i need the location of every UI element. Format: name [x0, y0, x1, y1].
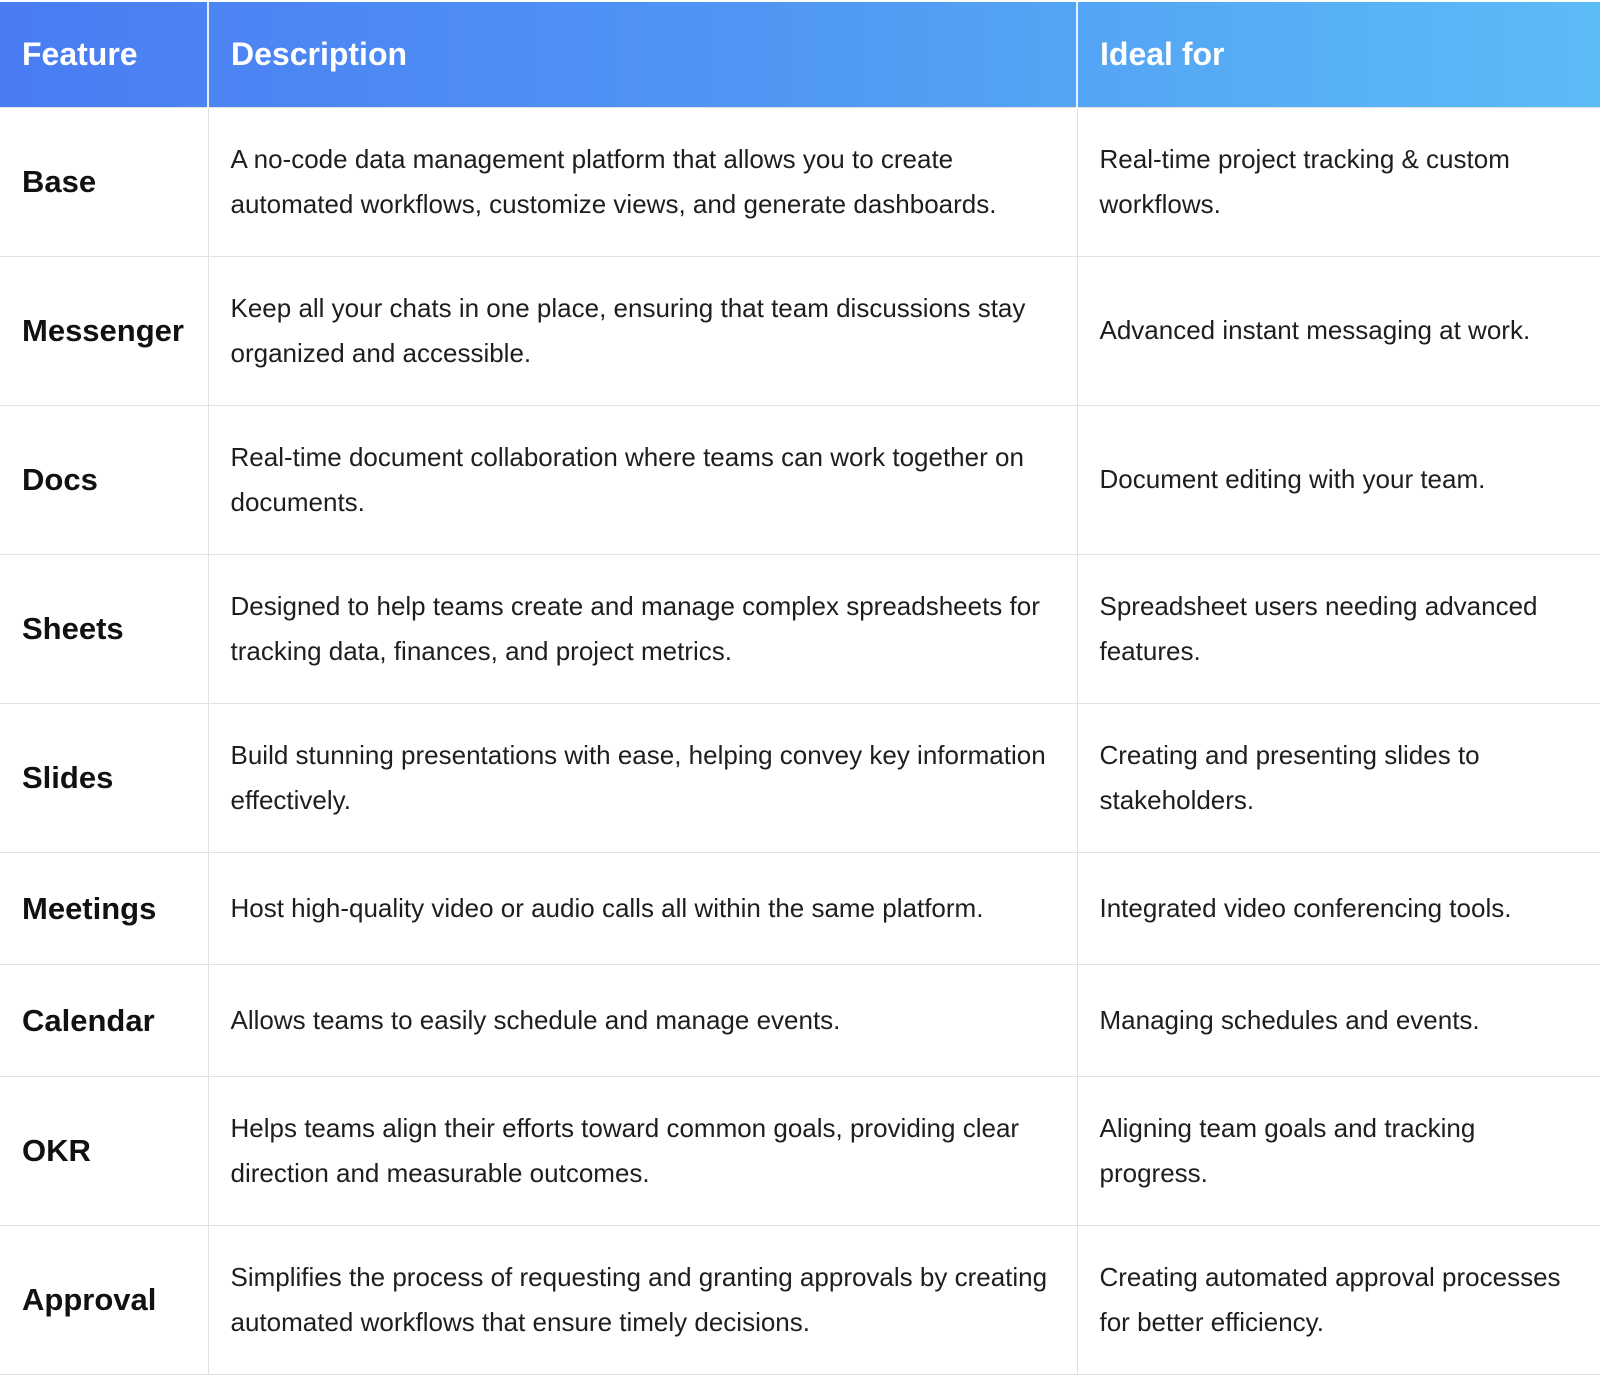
- table-row: [0, 107, 1600, 256]
- description-cell: Allows teams to easily schedule and manage events.: [208, 964, 1077, 1076]
- ideal-for-cell: Document editing with your team.: [1077, 405, 1600, 554]
- description-cell: Real-time document collaboration where teams can work together on documents.: [208, 405, 1077, 554]
- feature-cell: OKR: [0, 1076, 208, 1225]
- table-header: [0, 2, 1600, 107]
- feature-cell: Messenger: [0, 256, 208, 405]
- table-body: [0, 107, 1600, 1374]
- feature-cell: Calendar: [0, 964, 208, 1076]
- description-cell: Helps teams align their efforts toward common goals, providing clear direction and measurable outcomes.: [208, 1076, 1077, 1225]
- table-row: [0, 1076, 1600, 1225]
- table-row: [0, 405, 1600, 554]
- table-row: [0, 703, 1600, 852]
- ideal-for-cell: Managing schedules and events.: [1077, 964, 1600, 1076]
- ideal-for-cell: Creating and presenting slides to stakeholders.: [1077, 703, 1600, 852]
- description-cell: Host high-quality video or audio calls all within the same platform.: [208, 852, 1077, 964]
- description-cell: A no-code data management platform that allows you to create automated workflows, customize views, and generate dashboards.: [208, 107, 1077, 256]
- feature-cell: Base: [0, 107, 208, 256]
- feature-cell: Slides: [0, 703, 208, 852]
- ideal-for-cell: Integrated video conferencing tools.: [1077, 852, 1600, 964]
- description-cell: Simplifies the process of requesting and granting approvals by creating automated workflows that ensure timely decisions.: [208, 1225, 1077, 1374]
- header-feature: Feature: [0, 2, 208, 107]
- ideal-for-cell: Creating automated approval processes for better efficiency.: [1077, 1225, 1600, 1374]
- description-cell: Build stunning presentations with ease, helping convey key information effectively.: [208, 703, 1077, 852]
- feature-cell: Approval: [0, 1225, 208, 1374]
- table-row: [0, 554, 1600, 703]
- description-cell: Designed to help teams create and manage complex spreadsheets for tracking data, finances, and project metrics.: [208, 554, 1077, 703]
- feature-cell: Meetings: [0, 852, 208, 964]
- table-row: [0, 1225, 1600, 1374]
- ideal-for-cell: Advanced instant messaging at work.: [1077, 256, 1600, 405]
- header-description: Description: [208, 2, 1077, 107]
- feature-cell: Sheets: [0, 554, 208, 703]
- description-cell: Keep all your chats in one place, ensuring that team discussions stay organized and accessible.: [208, 256, 1077, 405]
- header-ideal-for: Ideal for: [1100, 35, 1225, 72]
- header-row: [0, 2, 1600, 107]
- ideal-for-cell: Spreadsheet users needing advanced features.: [1077, 554, 1600, 703]
- table-row: [0, 852, 1600, 964]
- ideal-for-cell: Real-time project tracking & custom workflows.: [1077, 107, 1600, 256]
- feature-comparison-table-container: [0, 2, 1600, 1375]
- table-row: [0, 256, 1600, 405]
- table-row: [0, 964, 1600, 1076]
- ideal-for-cell: Aligning team goals and tracking progress.: [1077, 1076, 1600, 1225]
- feature-cell: Docs: [0, 405, 208, 554]
- feature-comparison-table: [0, 2, 1600, 1375]
